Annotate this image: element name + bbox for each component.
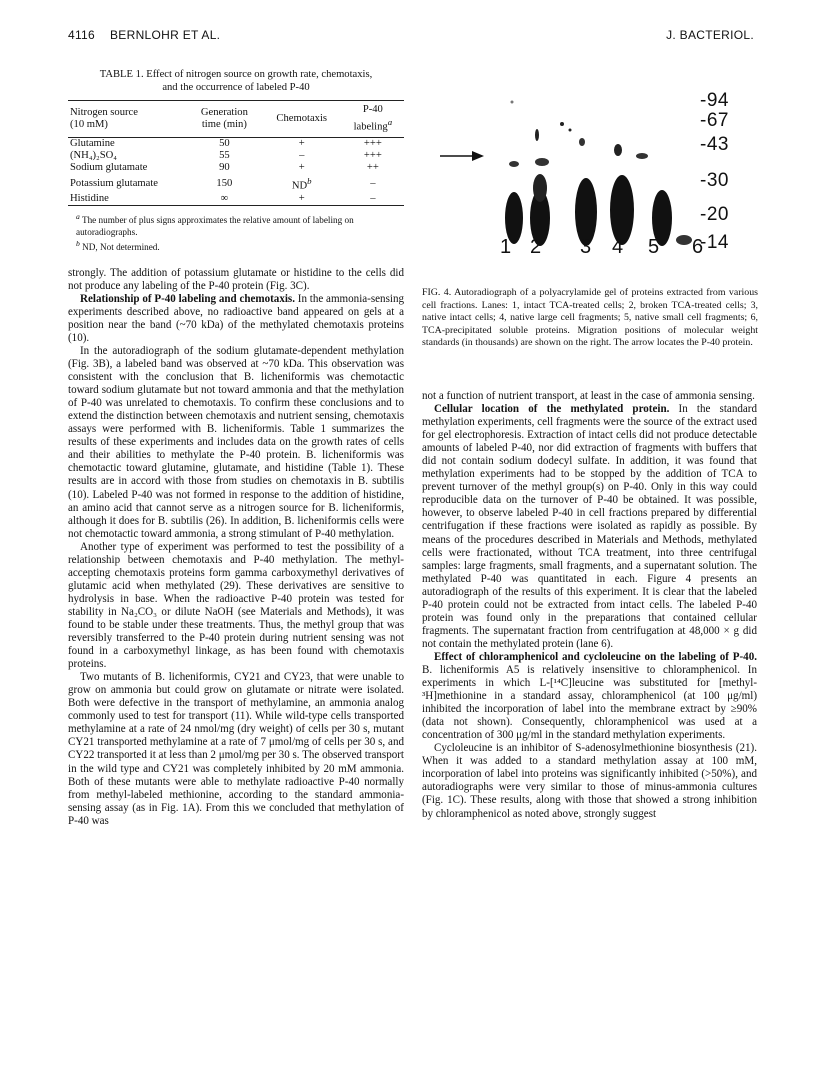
lane-label: 1 [500,236,512,258]
right-column [422,390,757,821]
figure4-caption: FIG. 4. Autoradiograph of a polyacrylamide gel of proteins extracted from various cell fractions. Lanes: 1, intact TCA-treated cells; 2, broken TCA-treated cells; 3, native intact cells; 4, native large cell fragments; 5, native small cell fragments; 6, TCA-precipitated soluble proteins. Migration positions of molecular weight standards (in thousands) are shown on the right. The arrow locates the P-40 protein. [422,287,758,349]
table-row: Glutamine 50 + +++ [70,137,382,149]
left-body-text [68,267,404,828]
lane-label: 3 [580,236,592,258]
table1-caption-line2: and the occurrence of labeled P-40 [162,82,310,93]
table1-caption-line1: TABLE 1. Effect of nitrogen source on growth rate, chemotaxis, [99,69,373,80]
mw-label-94: -94 [700,90,729,111]
figure4 [440,90,750,270]
paragraph: strongly. The addition of potassium glutamate or histidine to the cells did not produce any labeling of the P-40 protein (Fig. 3C). [68,266,404,292]
th-p40: P-40 labeling$^a$ [353,104,393,133]
paragraph: Two mutants of B. licheniformis, CY21 and CY23, that were unable to grow on ammonia but could grow on glutamate or nitrate were isolated. Both were defective in the transport of methylamine, an ammonia analog commonly used to test for transport (11). While wild-type cells transported methylamine at a rate of 24 nmol/mg (dry weight) of cells per 30 s, mutant CY21 transported methylamine at a rate of 7 μmol/mg of cells per 30 s, and CY22 transported it at less than 2 μmol/mg per 30 s. The observed transport in the wild type and CY21 was completely inhibited by 20 mM ammonia. Both of these mutants were able to methylate radioactive P-40 normally from methyl-labeled methionine, according to the standard ammonia-sensing assay (as in Fig. 1A). From this we concluded that methylation of P-40 was [68,671,404,827]
th-source: Nitrogen source (10 mM) [70,106,138,130]
footnote-a: $^a$ The number of plus signs approximates the relative amount of labeling on autoradiographs. [76,212,354,237]
page-number: 4116 [68,28,96,42]
table1-caption [68,68,404,94]
th-generation: Generation time (min) [200,106,248,130]
section-heading: Relationship of P-40 labeling and chemotaxis. [80,292,295,305]
table-row: Potassium glutamate 150 $ND^b$ – [70,175,376,192]
lane-label: 2 [530,236,542,258]
section-heading: Cellular location of the methylated protein. [434,403,670,416]
table1-footnotes [68,211,404,254]
paragraph: In the autoradiograph of the sodium glutamate-dependent methylation (Fig. 3B), a labeled band was observed at ~70 kDa. This observation was consistent with the conclusion that B. licheniformis was chemotactic toward sodium glutamate but not toward ammonia and that the methylation of P-40 was unrelated to chemotaxis. To confirm these conclusions and to extend the distinction between chemotaxis and nutrient sensing, chemotaxis assays were performed with B. licheniformis. Table 1 summarizes the results of these experiments and includes data on the growth rates of cells and their abilities to methylate the P-40 protein. B. licheniformis was chemotactic toward glutamine, glutamate, and histidine (Table 1). These results are in accord with those from studies on chemotaxis in B. subtilis (10). Labeled P-40 was not formed in response to the addition of histidine, an amino acid that cannot serve as a nitrogen source for B. licheniformis, although it does for B. subtilis (26). In addition, B. licheniformis cells were not chemotactic toward ammonia, a strong stimulant of P-40 methylation. [68,345,404,540]
left-column [68,68,404,828]
paragraph: Relationship of P-40 labeling and chemotaxis. In the ammonia-sensing experiments described above, no radioactive band appeared on gels at a position near the band (~70 kDa) of the methylated chemotaxis proteins (10). [68,292,404,344]
paragraph: Cycloleucine is an inhibitor of S-adenosylmethionine biosynthesis (21). When it was added to a standard methylation assay at 100 mM, incorporation of label into proteins was significantly inhibited (>50%), and autoradiographs were very similar to those of minus-ammonia cultures (Fig. 1C). These results, along with those that showed a strong inhibition by chloramphenicol as noted above, strongly suggest [422,742,757,820]
lane-label: 5 [648,236,660,258]
journal-name: J. BACTERIOL. [666,28,754,42]
paragraph: Another type of experiment was performed to test the possibility of a relationship between chemotaxis and P-40 methylation. The methyl-accepting chemotaxis proteins form gamma carboxymethyl derivatives of glutamic acid when methylated (29). These derivatives are sensitive to hydrolysis in base. When the radioactive P-40 protein was tested for stability in Na₂CO₃ or dilute NaOH (see Materials and Methods), it was found to be stable under these treatments. Thus, the methyl group that was reversibly transferred to the P-40 protein during nutrient sensing was not found in a carboxymethyl linkage, as has been found with chemotaxis proteins. [68,540,404,671]
mw-label-14: -14 [700,232,729,253]
gel-autoradiograph [492,100,692,250]
table1-header-row [68,101,404,138]
lane-label: 6 [692,236,704,258]
right-body-text [422,390,757,821]
footnote-b: $^b$ ND, Not determined. [76,239,160,253]
running-authors: BERNLOHR ET AL. [110,28,221,42]
th-chemotaxis: Chemotaxis [276,112,328,124]
table-row: Sodium glutamate 90 + ++ [70,162,379,174]
paragraph: not a function of nutrient transport, at least in the case of ammonia sensing. [422,390,755,402]
section-heading: Effect of chloramphenicol and cycloleucine on the labeling of P-40. [434,650,757,663]
table1 [68,100,404,206]
page-header [68,28,754,46]
lane-labels [468,236,728,262]
mw-label-43: -43 [700,134,729,155]
table-row: Histidine ∞ + – [68,193,404,206]
mw-label-30: -30 [700,170,729,191]
paragraph: Cellular location of the methylated protein. In the standard methylation experiments, cell fragments were the source of the extract used for gel electrophoresis. Extraction of intact cells did not produce detectable amounts of labeled P-40, nor did extraction of fragments with buffers that did not contain sodium dodecyl sulfate. In addition, it was found that methylation experiments had to be stopped by the addition of TCA to prevent turnover of the methyl group(s) on P-40. Only in this way could reproducible data on the turnover of P-40 be obtained. It was possible, however, to observe labeled P-40 in cell fractions prepared by differential centrifugation if these fractions were isolated as rapidly as possible. By means of the procedures described in Materials and Methods, methylated cells were fractionated, without TCA treatment, into three centrifugal samples: large fragments, small fragments, and a supernatant solution. The methylated P-40 was quantitated in each. Figure 4 presents an autoradiograph of the results of this experiment. It is clear that the labeled P-40 protein could not be extracted from intact cells. The labeled P-40 protein was found only in the preparations that contained cellular fragments. The supernatant fraction from centrifugation at 48,000 × g did not contain the methylated protein (lane 6). [422,403,757,650]
lane-label: 4 [612,236,624,258]
p40-arrow-icon [440,150,484,162]
paragraph: Effect of chloramphenicol and cycloleucine on the labeling of P-40. B. licheniformis A5 is relatively insensitive to chloramphenicol. In experiments in which L-[¹⁴C]leucine was substituted for [methyl-³H]methionine in a standard assay, chloramphenicol (at 100 μg/ml) inhibited the incorporation of label into the membrane extract by ≥90% (data not shown). Consequently, chloramphenicol was used at a concentration of 300 μg/ml in the standard methylation experiments. [422,650,757,742]
table-row: (NH₄)₂SO₄ 55 – +++ [70,149,382,161]
mw-label-67: -67 [700,110,729,131]
mw-label-20: -20 [700,204,729,225]
